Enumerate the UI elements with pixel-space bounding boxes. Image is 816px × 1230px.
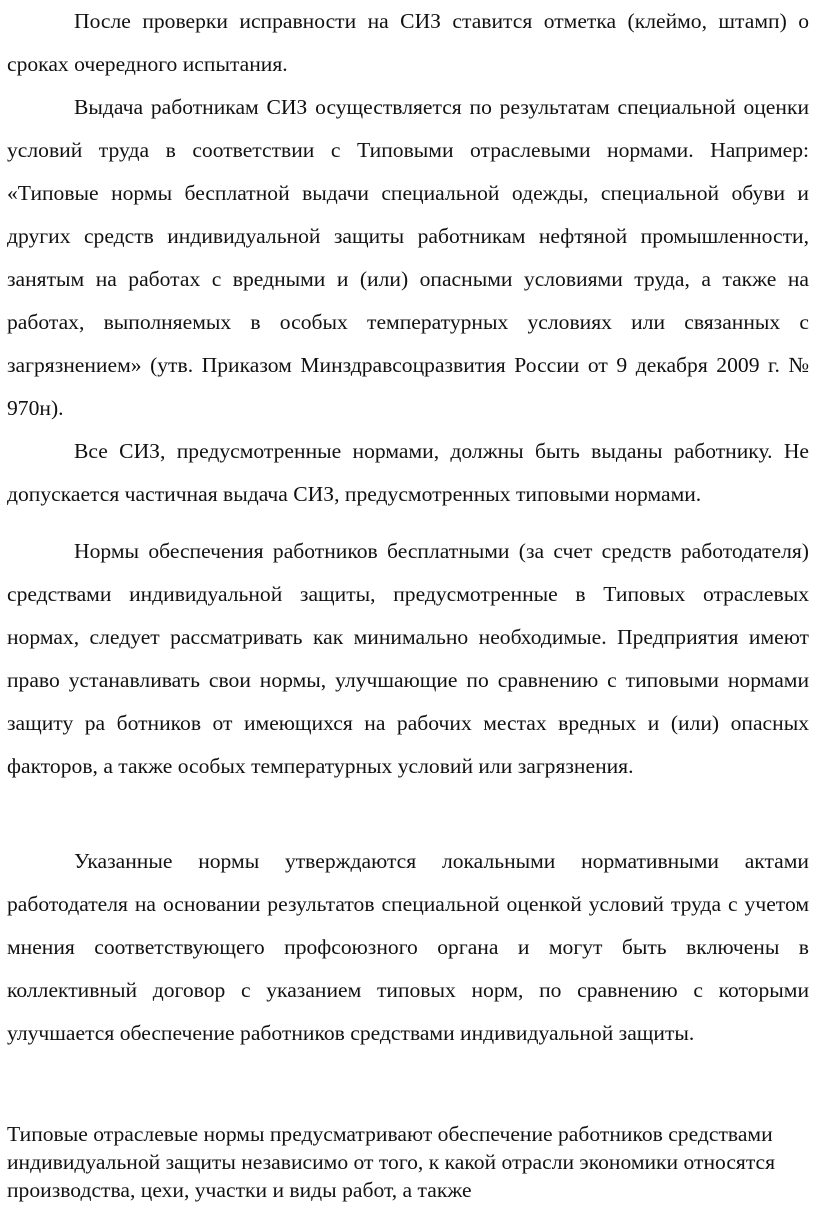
paragraph: Все СИЗ, предусмотренные нормами, должны быть выданы работнику. Не допускается частичная выдача СИЗ, предусмотренных типовыми нормами. — [7, 439, 809, 506]
paragraph: Типовые отраслевые нормы предусматривают обеспечение работников средствами индивидуальной защиты независимо от того, к какой отрасли экономики относятся производства, цехи, участки и виды работ, а также — [7, 1122, 776, 1202]
paragraph: Нормы обеспечения работников бесплатными (за счет средств работодателя) средствами индивидуальной защиты, предусмотренные в Типовых отраслевых нормах, следует рассматривать как минимально необходимые. Предприятия имеют право устанавливать свои нормы, улучшающие по сравнению с типовыми нормами защиту ра ботников от имеющихся на рабочих местах вредных и (или) опасных факторов, а также особых температурных условий или загрязнения. — [7, 539, 809, 778]
paragraph: Выдача работникам СИЗ осуществляется по результатам специальной оценки условий труда в соответствии с Типовыми отраслевыми нормами. Например: «Типовые нормы бесплатной выдачи специальной одежды, специальной обуви и других средств индивидуальной защиты работникам нефтяной промышленности, занятым на работах с вредными и (или) опасными условиями труда, а также на работах, выполняемых в особых температурных условиях или связанных с загрязнением» (утв. Приказом Минздравсоцразвития России от 9 декабря 2009 г. № 970н). — [7, 95, 809, 420]
paragraph: После проверки исправности на СИЗ ставится отметка (клеймо, штамп) о сроках очередного испытания. — [7, 9, 809, 76]
paragraph: Указанные нормы утверждаются локальными нормативными актами работодателя на основании результатов специальной оценкой условий труда с учетом мнения соответствующего профсоюзного органа и могут быть включены в коллективный договор с указанием типовых норм, по сравнению с которыми улучшается обеспечение работников средствами индивидуальной защиты. — [7, 849, 809, 1045]
